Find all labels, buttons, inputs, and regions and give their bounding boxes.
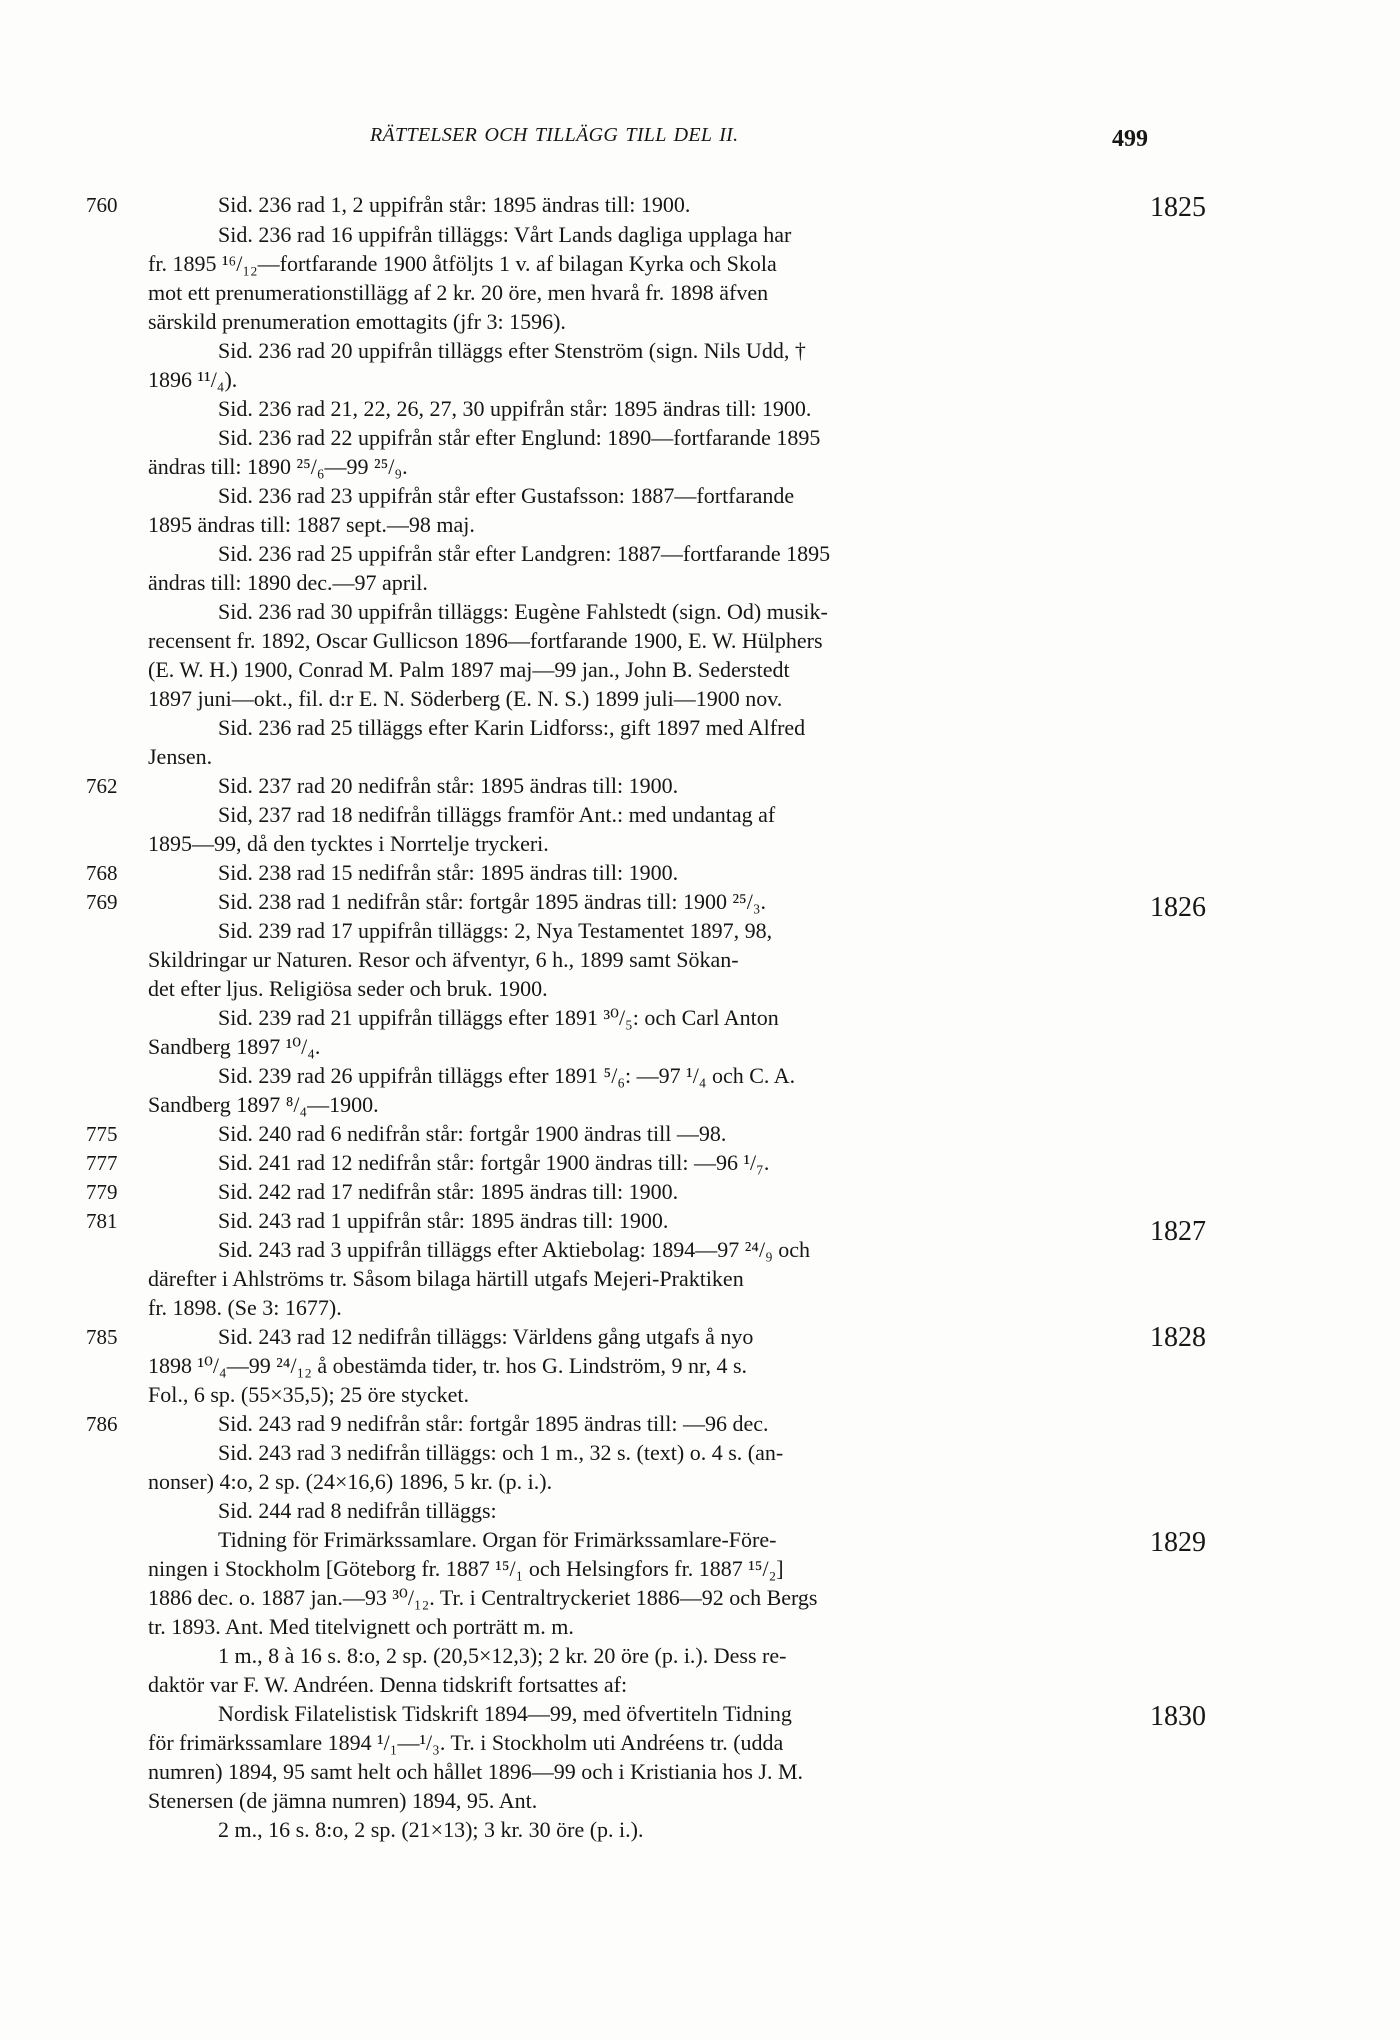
text-line: tr. 1893. Ant. Med titelvignett och porträtt m. m.	[148, 1614, 574, 1639]
text-line: Sid. 237 rad 20 nedifrån står: 1895 ändras till: 1900.	[218, 773, 679, 798]
text-line: 1886 dec. o. 1887 jan.—93 ³⁰/₁₂. Tr. i Centraltryckeriet 1886—92 och Bergs	[148, 1585, 818, 1610]
text-line: 1895 ändras till: 1887 sept.—98 maj.	[148, 512, 475, 537]
text-line: ningen i Stockholm [Göteborg fr. 1887 ¹⁵/₁ och Helsingfors fr. 1887 ¹⁵/₂]	[148, 1556, 784, 1581]
margin-reference-number: 779	[86, 1180, 118, 1204]
text-line: 1897 juni—okt., fil. d:r E. N. Söderberg (E. N. S.) 1899 juli—1900 nov.	[148, 686, 783, 711]
text-line: mot ett prenumerationstillägg af 2 kr. 20 öre, men hvarå fr. 1898 äfven	[148, 280, 769, 305]
text-line: 2 m., 16 s. 8:o, 2 sp. (21×13); 3 kr. 30 öre (p. i.).	[218, 1817, 644, 1842]
margin-reference-number: 768	[86, 861, 118, 885]
text-line: fr. 1898. (Se 3: 1677).	[148, 1295, 342, 1320]
text-line: Sid. 236 rad 21, 22, 26, 27, 30 uppifrån står: 1895 ändras till: 1900.	[218, 396, 812, 421]
text-line: det efter ljus. Religiösa seder och bruk. 1900.	[148, 976, 548, 1001]
text-line: daktör var F. W. Andréen. Denna tidskrift fortsattes af:	[148, 1672, 628, 1697]
entry-number: 1827	[1150, 1216, 1206, 1247]
text-line: Sid. 236 rad 25 tilläggs efter Karin Lidforss:, gift 1897 med Alfred	[218, 715, 806, 740]
margin-reference-number: 775	[86, 1122, 118, 1146]
text-line: Sandberg 1897 ⁸/₄—1900.	[148, 1092, 379, 1117]
text-line: 1 m., 8 à 16 s. 8:o, 2 sp. (20,5×12,3); 2 kr. 20 öre (p. i.). Dess re-	[218, 1643, 787, 1668]
text-line: Stenersen (de jämna numren) 1894, 95. Ant.	[148, 1788, 538, 1813]
margin-reference-number: 777	[86, 1151, 118, 1175]
entry-number: 1825	[1150, 192, 1206, 223]
text-line: ändras till: 1890 dec.—97 april.	[148, 570, 428, 595]
text-line: Sandberg 1897 ¹⁰/₄.	[148, 1034, 321, 1059]
text-line: 1896 ¹¹/₄).	[148, 367, 238, 392]
text-line: Sid. 242 rad 17 nedifrån står: 1895 ändras till: 1900.	[218, 1179, 679, 1204]
text-line: Jensen.	[148, 744, 213, 769]
text-line: Sid, 237 rad 18 nedifrån tilläggs framför Ant.: med undantag af	[218, 802, 776, 827]
text-line: (E. W. H.) 1900, Conrad M. Palm 1897 maj—99 jan., John B. Sederstedt	[148, 657, 790, 682]
text-line: 1895—99, då den tycktes i Norrtelje tryckeri.	[148, 831, 549, 856]
margin-reference-number: 781	[86, 1209, 118, 1233]
text-line: Sid. 241 rad 12 nedifrån står: fortgår 1900 ändras till: —96 ¹/₇.	[218, 1150, 770, 1175]
text-line: Tidning för Frimärkssamlare. Organ för Frimärkssamlare-Före-	[218, 1527, 777, 1552]
margin-reference-number: 769	[86, 890, 118, 914]
text-line: Sid. 236 rad 22 uppifrån står efter Englund: 1890—fortfarande 1895	[218, 425, 821, 450]
text-line: 1898 ¹⁰/₄—99 ²⁴/₁₂ å obestämda tider, tr. hos G. Lindström, 9 nr, 4 s.	[148, 1353, 748, 1378]
text-line: Sid. 239 rad 26 uppifrån tilläggs efter 1891 ⁵/₆: —97 ¹/₄ och C. A.	[218, 1063, 796, 1088]
text-line: Sid. 239 rad 21 uppifrån tilläggs efter 1891 ³⁰/₅: och Carl Anton	[218, 1005, 779, 1030]
page-number: 499	[1112, 126, 1148, 152]
margin-reference-number: 762	[86, 774, 118, 798]
text-line: Sid. 236 rad 23 uppifrån står efter Gustafsson: 1887—fortfarande	[218, 483, 795, 508]
entry-number: 1826	[1150, 892, 1206, 923]
margin-reference-number: 760	[86, 193, 118, 217]
text-line: Sid. 243 rad 1 uppifrån står: 1895 ändras till: 1900.	[218, 1208, 669, 1233]
text-line: därefter i Ahlströms tr. Såsom bilaga härtill utgafs Mejeri-Praktiken	[148, 1266, 744, 1291]
text-line: Sid. 243 rad 3 uppifrån tilläggs efter Aktiebolag: 1894—97 ²⁴/₉ och	[218, 1237, 811, 1262]
text-line: numren) 1894, 95 samt helt och hållet 1896—99 och i Kristiania hos J. M.	[148, 1759, 804, 1784]
text-line: Sid. 243 rad 9 nedifrån står: fortgår 1895 ändras till: —96 dec.	[218, 1411, 769, 1436]
text-line: Nordisk Filatelistisk Tidskrift 1894—99, med öfvertiteln Tidning	[218, 1701, 792, 1726]
text-line: Sid. 236 rad 20 uppifrån tilläggs efter Stenström (sign. Nils Udd, †	[218, 338, 806, 363]
text-line: Fol., 6 sp. (55×35,5); 25 öre stycket.	[148, 1382, 469, 1407]
text-line: recensent fr. 1892, Oscar Gullicson 1896—fortfarande 1900, E. W. Hülphers	[148, 628, 823, 653]
running-title: RÄTTELSER OCH TILLÄGG TILL DEL II.	[370, 124, 739, 146]
margin-reference-number: 785	[86, 1325, 118, 1349]
text-line: Sid. 236 rad 25 uppifrån står efter Landgren: 1887—fortfarande 1895	[218, 541, 831, 566]
text-line: Sid. 236 rad 1, 2 uppifrån står: 1895 ändras till: 1900.	[218, 192, 691, 217]
margin-reference-number: 786	[86, 1412, 118, 1436]
text-line: nonser) 4:o, 2 sp. (24×16,6) 1896, 5 kr. (p. i.).	[148, 1469, 553, 1494]
entry-number: 1829	[1150, 1527, 1206, 1558]
text-line: Sid. 239 rad 17 uppifrån tilläggs: 2, Nya Testamentet 1897, 98,	[218, 918, 773, 943]
text-line: Skildringar ur Naturen. Resor och äfventyr, 6 h., 1899 samt Sökan-	[148, 947, 739, 972]
text-line: Sid. 244 rad 8 nedifrån tilläggs:	[218, 1498, 497, 1523]
text-line: Sid. 236 rad 30 uppifrån tilläggs: Eugène Fahlstedt (sign. Od) musik-	[218, 599, 828, 624]
entry-number: 1828	[1150, 1322, 1206, 1353]
text-line: Sid. 238 rad 15 nedifrån står: 1895 ändras till: 1900.	[218, 860, 679, 885]
text-line: fr. 1895 ¹⁶/₁₂—fortfarande 1900 åtföljts 1 v. af bilagan Kyrka och Skola	[148, 251, 777, 276]
text-line: Sid. 236 rad 16 uppifrån tilläggs: Vårt Lands dagliga upplaga har	[218, 222, 792, 247]
text-line: särskild prenumeration emottagits (jfr 3: 1596).	[148, 309, 566, 334]
text-line: Sid. 243 rad 12 nedifrån tilläggs: Världens gång utgafs å nyo	[218, 1324, 754, 1349]
text-line: ändras till: 1890 ²⁵/₆—99 ²⁵/₉.	[148, 454, 408, 479]
entry-number: 1830	[1150, 1701, 1206, 1732]
text-line: för frimärkssamlare 1894 ¹/₁—¹/₃. Tr. i Stockholm uti Andréens tr. (udda	[148, 1730, 784, 1755]
text-line: Sid. 240 rad 6 nedifrån står: fortgår 1900 ändras till —98.	[218, 1121, 727, 1146]
text-line: Sid. 243 rad 3 nedifrån tilläggs: och 1 m., 32 s. (text) o. 4 s. (an-	[218, 1440, 784, 1465]
text-line: Sid. 238 rad 1 nedifrån står: fortgår 1895 ändras till: 1900 ²⁵/₃.	[218, 889, 766, 914]
